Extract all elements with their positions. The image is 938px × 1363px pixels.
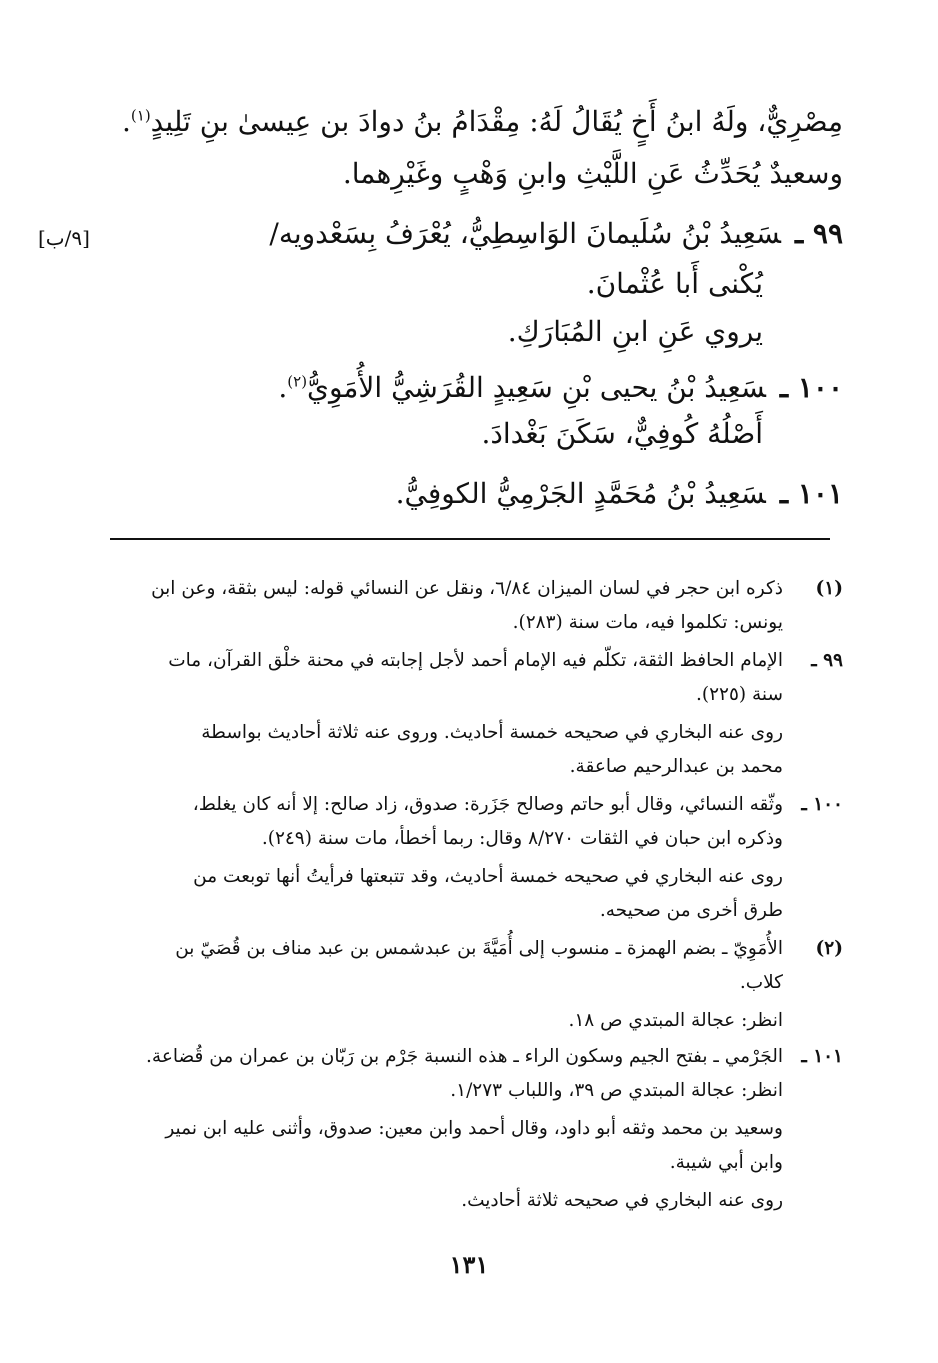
note-99-line-1: الإمام الحافظ الثقة، تكلّم فيه الإمام أحمد لأجل إجابته في محنة خلْق القرآن، مات <box>168 650 783 671</box>
entry-100-heading: ١٠٠ ـسَعِيدُ بْنُ يحيى بْنِ سَعِيدٍ القُرَشِيُّ الأُمَوِيُّ$^{(٢)}$. <box>278 371 843 404</box>
entry-99-number: ٩٩ ـ <box>794 217 843 250</box>
note-99-line-2: سنة (٢٢٥). <box>695 684 783 705</box>
note-100-label: ١٠٠ ـ <box>801 794 843 815</box>
entry-100-line-2: أَصْلُهُ كُوفِيٌّ، سَكَنَ بَغْدادَ. <box>481 417 763 450</box>
note-101-line-2: انظر: عجالة المبتدي ص ٣٩، واللباب ١/٢٧٣. <box>450 1080 783 1101</box>
note-101-line-1: الجَرْمي ـ بفتح الجيم وسكون الراء ـ هذه النسبة جَرْم بن رَبّان بن عمران من قُضاعة. <box>146 1046 783 1067</box>
footnote-1-line-1: ذكره ابن حجر في لسان الميزان ٦/٨٤، ونقل عن النسائي قوله: ليس بثقة، وعن ابن <box>151 578 783 599</box>
note-101-line-5: روى عنه البخاري في صحيحه ثلاثة أحاديث. <box>461 1190 783 1211</box>
page-number: ١٣١ <box>449 1250 489 1279</box>
footnote-ref-1[interactable]: (١) <box>130 106 151 125</box>
note-99-label: ٩٩ ـ <box>811 650 843 671</box>
note-101-line-3: وسعيد بن محمد وثقه أبو داود، وقال أحمد وابن معين: صدوق، وأثنى عليه ابن نمير <box>165 1118 783 1139</box>
footnote-2-line-1: الأُمَوِيّ ـ بضم الهمزة ـ منسوب إلى أُمَيَّةَ بن عبدشمس بن عبد مناف بن قُصَيّ بن <box>175 938 783 959</box>
entry-99-line-3: يروي عَنِ ابنِ المُبَارَكِ. <box>507 315 763 348</box>
entry-101-name: سَعِيدُ بْنُ مُحَمَّدٍ الجَرْمِيُّ الكوفِيُّ. <box>395 477 766 510</box>
footnote-2-line-3: انظر: عجالة المبتدي ص ١٨. <box>568 1010 783 1031</box>
entry-100-name: سَعِيدُ بْنُ يحيى بْنِ سَعِيدٍ القُرَشِيُّ الأُمَوِيُّ <box>307 371 766 404</box>
footnote-divider <box>110 538 830 540</box>
main-text-line-1: مِصْرِيٌّ، ولَهُ ابنُ أَخٍ يُقَالُ لَهُ: مِقْدَامُ بنُ دوادَ بن عِيسىٰ بنِ تَلِيدٍ$^{(١)}$. <box>121 105 843 138</box>
main-text-line-2: وسعيدٌ يُحَدِّثُ عَنِ اللَّيْثِ وابنِ وَهْبٍ وغَيْرِهما. <box>342 157 843 190</box>
note-100-line-1: وثّقه النسائي، وقال أبو حاتم وصالح جَزَرة: صدوق، زاد صالح: إلا أنه كان يغلط، <box>192 794 783 815</box>
footnote-1-line-2: يونس: تكلموا فيه، مات سنة (٢٨٣). <box>512 612 783 633</box>
folio-marker: [٩/ب] <box>38 226 90 250</box>
note-100-line-2: وذكره ابن حبان في الثقات ٨/٢٧٠ وقال: ربما أخطأ، مات سنة (٢٤٩). <box>261 828 783 849</box>
footnote-2-line-2: كلاب. <box>739 972 783 993</box>
note-101-line-4: وابن أبي شيبة. <box>669 1152 783 1173</box>
footnote-1-label: (١) <box>815 578 843 599</box>
note-100-line-4: طرق أخرى من صحيحه. <box>599 900 783 921</box>
note-99-line-4: محمد بن عبدالرحيم صاعقة. <box>569 756 783 777</box>
note-100-line-3: روى عنه البخاري في صحيحه خمسة أحاديث، وقد تتبعتها فرأيتُ أنها توبعت من <box>193 866 783 887</box>
note-99-line-3: روى عنه البخاري في صحيحه خمسة أحاديث. وروى عنه ثلاثة أحاديث بواسطة <box>201 722 783 743</box>
entry-99-line-2: يُكْنى أَبا عُثْمانَ. <box>586 267 763 300</box>
note-101-label: ١٠١ ـ <box>801 1046 843 1067</box>
entry-99-name: سَعِيدُ بْنُ سُلَيمانَ الوَاسِطِيُّ، يُعْرَفُ بِسَعْدويه/ <box>269 217 781 250</box>
footnote-ref-2[interactable]: (٢) <box>287 372 308 391</box>
footnote-2-label: (٢) <box>815 938 843 959</box>
entry-100-number: ١٠٠ ـ <box>779 371 843 404</box>
entry-99-heading <box>95 214 843 254</box>
entry-101-heading <box>95 474 843 514</box>
entry-101-number: ١٠١ ـ <box>779 477 843 510</box>
